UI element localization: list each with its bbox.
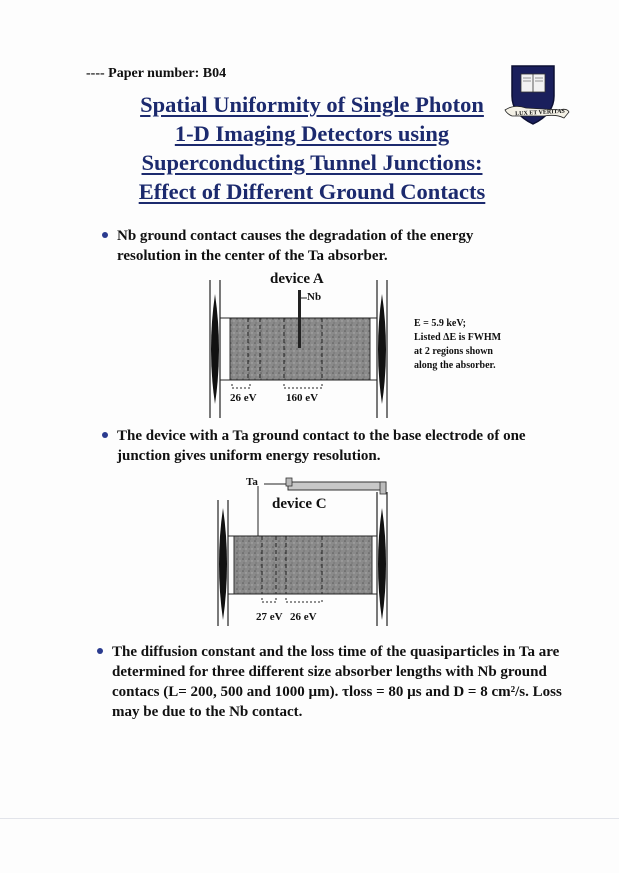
ta-contact-label: Ta — [246, 476, 258, 488]
crest-motto: LUX ET VERITAS — [515, 108, 565, 118]
bullet-text: The diffusion constant and the loss time of the quasiparticles in Ta are determined for three different size absorber lengths with Nb ground contacs (L= 200, 500 and 1000 µm). τloss = 80 µs and D = 8 cm²/s. Loss may be due to the Nb contact. — [112, 644, 562, 720]
bullet-dot-icon — [102, 232, 108, 238]
diagram-device-a — [200, 270, 400, 420]
title-line: Effect of Different Ground Contacts — [138, 179, 486, 204]
page-title — [92, 90, 532, 206]
measurement-annotation — [414, 317, 544, 373]
region-label: 160 eV — [286, 392, 319, 404]
title-line: Superconducting Tunnel Junctions: — [141, 150, 483, 175]
bullet-item — [112, 642, 562, 722]
title-line: Spatial Uniformity of Single Photon — [140, 92, 484, 117]
bullet-dot-icon — [102, 432, 108, 438]
annotation-line: E = 5.9 keV; — [414, 318, 467, 329]
region-label: 27 eV — [256, 611, 283, 623]
bullet-item — [117, 426, 537, 466]
title-line: 1-D Imaging Detectors using — [174, 121, 450, 146]
bullet-item — [117, 226, 537, 266]
bullet-dot-icon — [97, 648, 103, 654]
device-a-title: device A — [270, 271, 324, 287]
annotation-line: at 2 regions shown — [414, 346, 493, 357]
annotation-line: along the absorber. — [414, 360, 496, 371]
region-label: 26 eV — [230, 392, 257, 404]
region-label: 26 eV — [290, 611, 317, 623]
bullet-text: The device with a Ta ground contact to the base electrode of one junction gives uniform energy resolution. — [117, 428, 526, 464]
paper-number: ---- Paper number: B04 — [86, 66, 227, 81]
annotation-line: Listed ΔE is FWHM — [414, 332, 502, 343]
diagram-device-c — [200, 474, 400, 630]
device-c-title: device C — [272, 496, 327, 512]
bullet-text: Nb ground contact causes the degradation of the energy resolution in the center of the Ta absorber. — [117, 228, 474, 264]
nb-contact-label: Nb — [307, 291, 322, 303]
page-edge-divider — [0, 818, 619, 819]
